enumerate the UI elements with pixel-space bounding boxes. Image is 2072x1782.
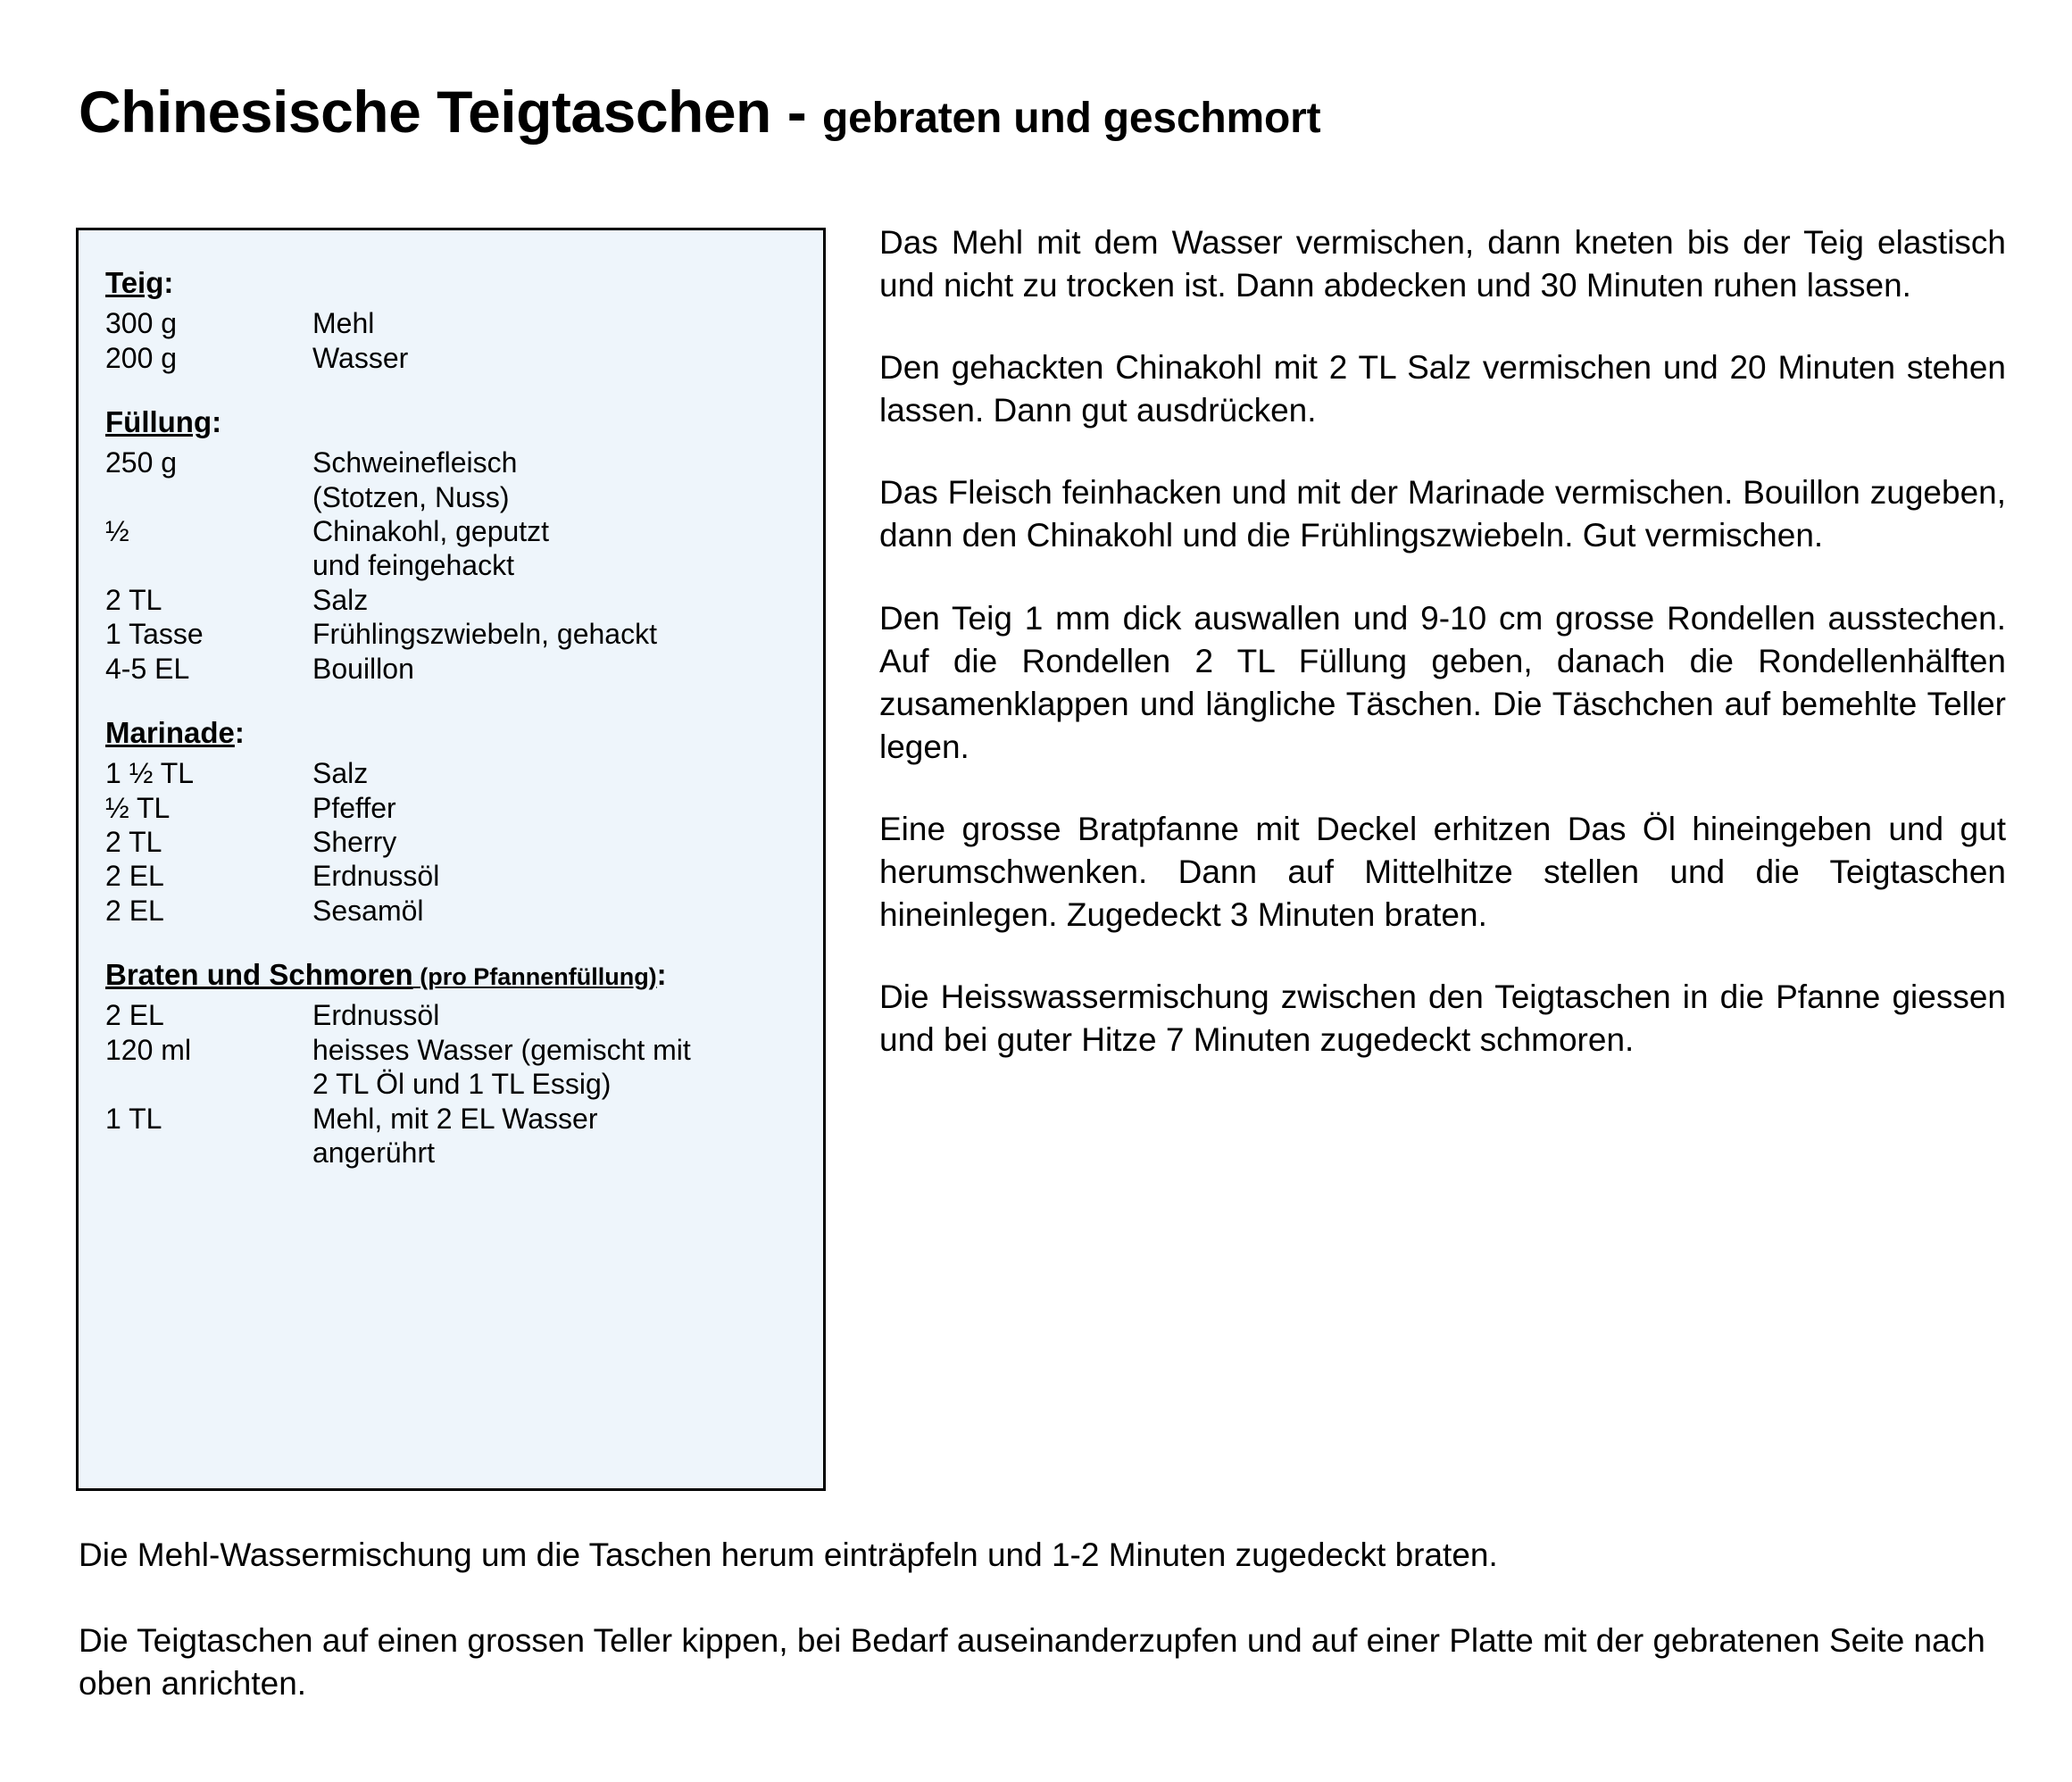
- section-spacer: [105, 384, 796, 404]
- section-spacer: [105, 695, 796, 714]
- ingredient-row: [105, 480, 796, 514]
- ingredient-quantity: 300 g: [105, 307, 178, 340]
- ingredient-name: Chinakohl, geputzt: [312, 515, 550, 548]
- ingredient-row: [105, 514, 796, 548]
- instruction-paragraph: Das Mehl mit dem Wasser vermischen, dann kneten bis der Teig elastisch und nicht zu trocken ist. Dann abdecken und 30 Minuten ruhen lassen.: [879, 224, 2006, 304]
- ingredient-quantity: 2 EL: [105, 894, 164, 927]
- section-spacer: [105, 937, 796, 956]
- ingredient-quantity: ½ TL: [105, 791, 171, 824]
- ingredient-name: Erdnussöl: [312, 860, 440, 893]
- ingredient-quantity: 250 g: [105, 446, 178, 479]
- page-title-main: Chinesische Teigtaschen -: [79, 79, 823, 146]
- ingredient-section: [105, 714, 796, 928]
- footer-paragraph: Die Mehl-Wassermischung um die Taschen herum einträpfeln und 1-2 Minuten zugedeckt braten.: [79, 1536, 1498, 1573]
- ingredient-section-heading-colon: :: [234, 716, 245, 750]
- ingredient-section: [105, 956, 796, 1170]
- ingredient-row: [105, 548, 796, 582]
- ingredient-row: [105, 859, 796, 893]
- ingredient-name: Schweinefleisch: [312, 446, 518, 479]
- page-title-sub: gebraten und geschmort: [822, 95, 1321, 143]
- ingredient-row: [105, 1136, 796, 1170]
- ingredient-quantity: 2 EL: [105, 999, 164, 1032]
- ingredient-name: Mehl, mit 2 EL Wasser: [312, 1102, 598, 1135]
- ingredient-name: und feingehackt: [312, 549, 514, 582]
- ingredient-section-heading-note: (pro Pfannenfüllung): [412, 963, 657, 991]
- instruction-paragraph: Eine grosse Bratpfanne mit Deckel erhitzen Das Öl hineingeben und gut herumschwenken. Dann auf Mittelhitze stellen und die Teigtaschen hineinlegen. Zugedeckt 3 Minuten braten.: [879, 810, 2006, 934]
- ingredient-quantity: 2 EL: [105, 860, 164, 893]
- ingredient-quantity: 1 Tasse: [105, 618, 204, 651]
- ingredient-row: [105, 791, 796, 825]
- ingredient-row: [105, 1102, 796, 1136]
- ingredient-quantity: 2 TL: [105, 826, 162, 859]
- ingredient-quantity: 2 TL: [105, 583, 162, 616]
- ingredient-name: angerührt: [312, 1137, 435, 1170]
- ingredient-row: [105, 652, 796, 686]
- ingredient-row: [105, 617, 796, 651]
- ingredient-row: [105, 894, 796, 928]
- ingredient-name: Wasser: [312, 341, 409, 374]
- ingredient-section-heading: [105, 404, 796, 440]
- ingredient-quantity: 1 ½ TL: [105, 757, 195, 790]
- ingredient-name: Mehl: [312, 307, 375, 340]
- ingredient-name: Sesamöl: [312, 894, 424, 927]
- ingredient-quantity: 200 g: [105, 341, 178, 374]
- ingredient-name: 2 TL Öl und 1 TL Essig): [312, 1068, 612, 1101]
- ingredient-row: [105, 1067, 796, 1101]
- ingredient-name: heisses Wasser (gemischt mit: [312, 1033, 691, 1066]
- instruction-paragraph: Die Heisswassermischung zwischen den Teigtaschen in die Pfanne giessen und bei guter Hitze 7 Minuten zugedeckt schmoren.: [879, 978, 2006, 1059]
- ingredient-section-heading-text: Füllung: [105, 405, 212, 439]
- page-title: [79, 79, 1989, 145]
- ingredient-name: Frühlingszwiebeln, gehackt: [312, 618, 657, 651]
- ingredient-name: Erdnussöl: [312, 999, 440, 1032]
- ingredient-quantity: 120 ml: [105, 1033, 192, 1066]
- ingredient-section: [105, 404, 796, 686]
- ingredient-name: Salz: [312, 583, 369, 616]
- instruction-paragraph: Den gehackten Chinakohl mit 2 TL Salz vermischen und 20 Minuten stehen lassen. Dann gut ausdrücken.: [879, 349, 2006, 429]
- ingredient-row: [105, 583, 796, 617]
- ingredient-name: (Stotzen, Nuss): [312, 480, 510, 513]
- ingredient-section-heading-text: Teig: [105, 266, 164, 299]
- ingredient-quantity: ½: [105, 515, 129, 548]
- ingredient-quantity: 4-5 EL: [105, 652, 190, 685]
- footer-notes: [79, 1534, 2007, 1705]
- ingredient-section-heading: [105, 264, 796, 301]
- instruction-paragraph: Den Teig 1 mm dick auswallen und 9-10 cm grosse Rondellen ausstechen. Auf die Rondellen 2 TL Füllung geben, danach die Rondellenhälften zusamenklappen und längliche Täschen. Die Täschchen auf bemehlte Teller legen.: [879, 599, 2006, 765]
- ingredient-section-heading: [105, 714, 796, 751]
- ingredient-row: [105, 446, 796, 479]
- ingredient-row: [105, 756, 796, 790]
- footer-paragraph: Die Teigtaschen auf einen grossen Teller kippen, bei Bedarf auseinanderzupfen und auf einer Platte mit der gebratenen Seite nach oben anrichten.: [79, 1622, 1985, 1703]
- ingredient-row: [105, 1033, 796, 1067]
- ingredient-row: [105, 998, 796, 1032]
- instruction-paragraph: Das Fleisch feinhacken und mit der Marinade vermischen. Bouillon zugeben, dann den Chinakohl und die Frühlingszwiebeln. Gut vermischen.: [879, 474, 2006, 554]
- ingredient-row: [105, 306, 796, 340]
- ingredient-section-heading-text: Braten und Schmoren: [105, 958, 413, 992]
- ingredient-section: [105, 264, 796, 375]
- ingredient-section-heading-colon: :: [212, 405, 222, 439]
- ingredient-row: [105, 341, 796, 375]
- ingredient-name: Salz: [312, 757, 369, 790]
- ingredient-name: Sherry: [312, 826, 397, 859]
- ingredient-section-heading-colon: :: [656, 958, 667, 992]
- ingredient-quantity: 1 TL: [105, 1102, 162, 1135]
- ingredient-section-heading-text: Marinade: [105, 716, 235, 750]
- ingredient-row: [105, 825, 796, 859]
- ingredient-section-heading-colon: :: [163, 266, 174, 299]
- ingredient-name: Bouillon: [312, 652, 414, 685]
- ingredient-name: Pfeffer: [312, 791, 396, 824]
- ingredients-panel: [76, 228, 826, 1491]
- ingredient-section-heading: [105, 956, 796, 993]
- instructions-column: [879, 221, 2006, 1062]
